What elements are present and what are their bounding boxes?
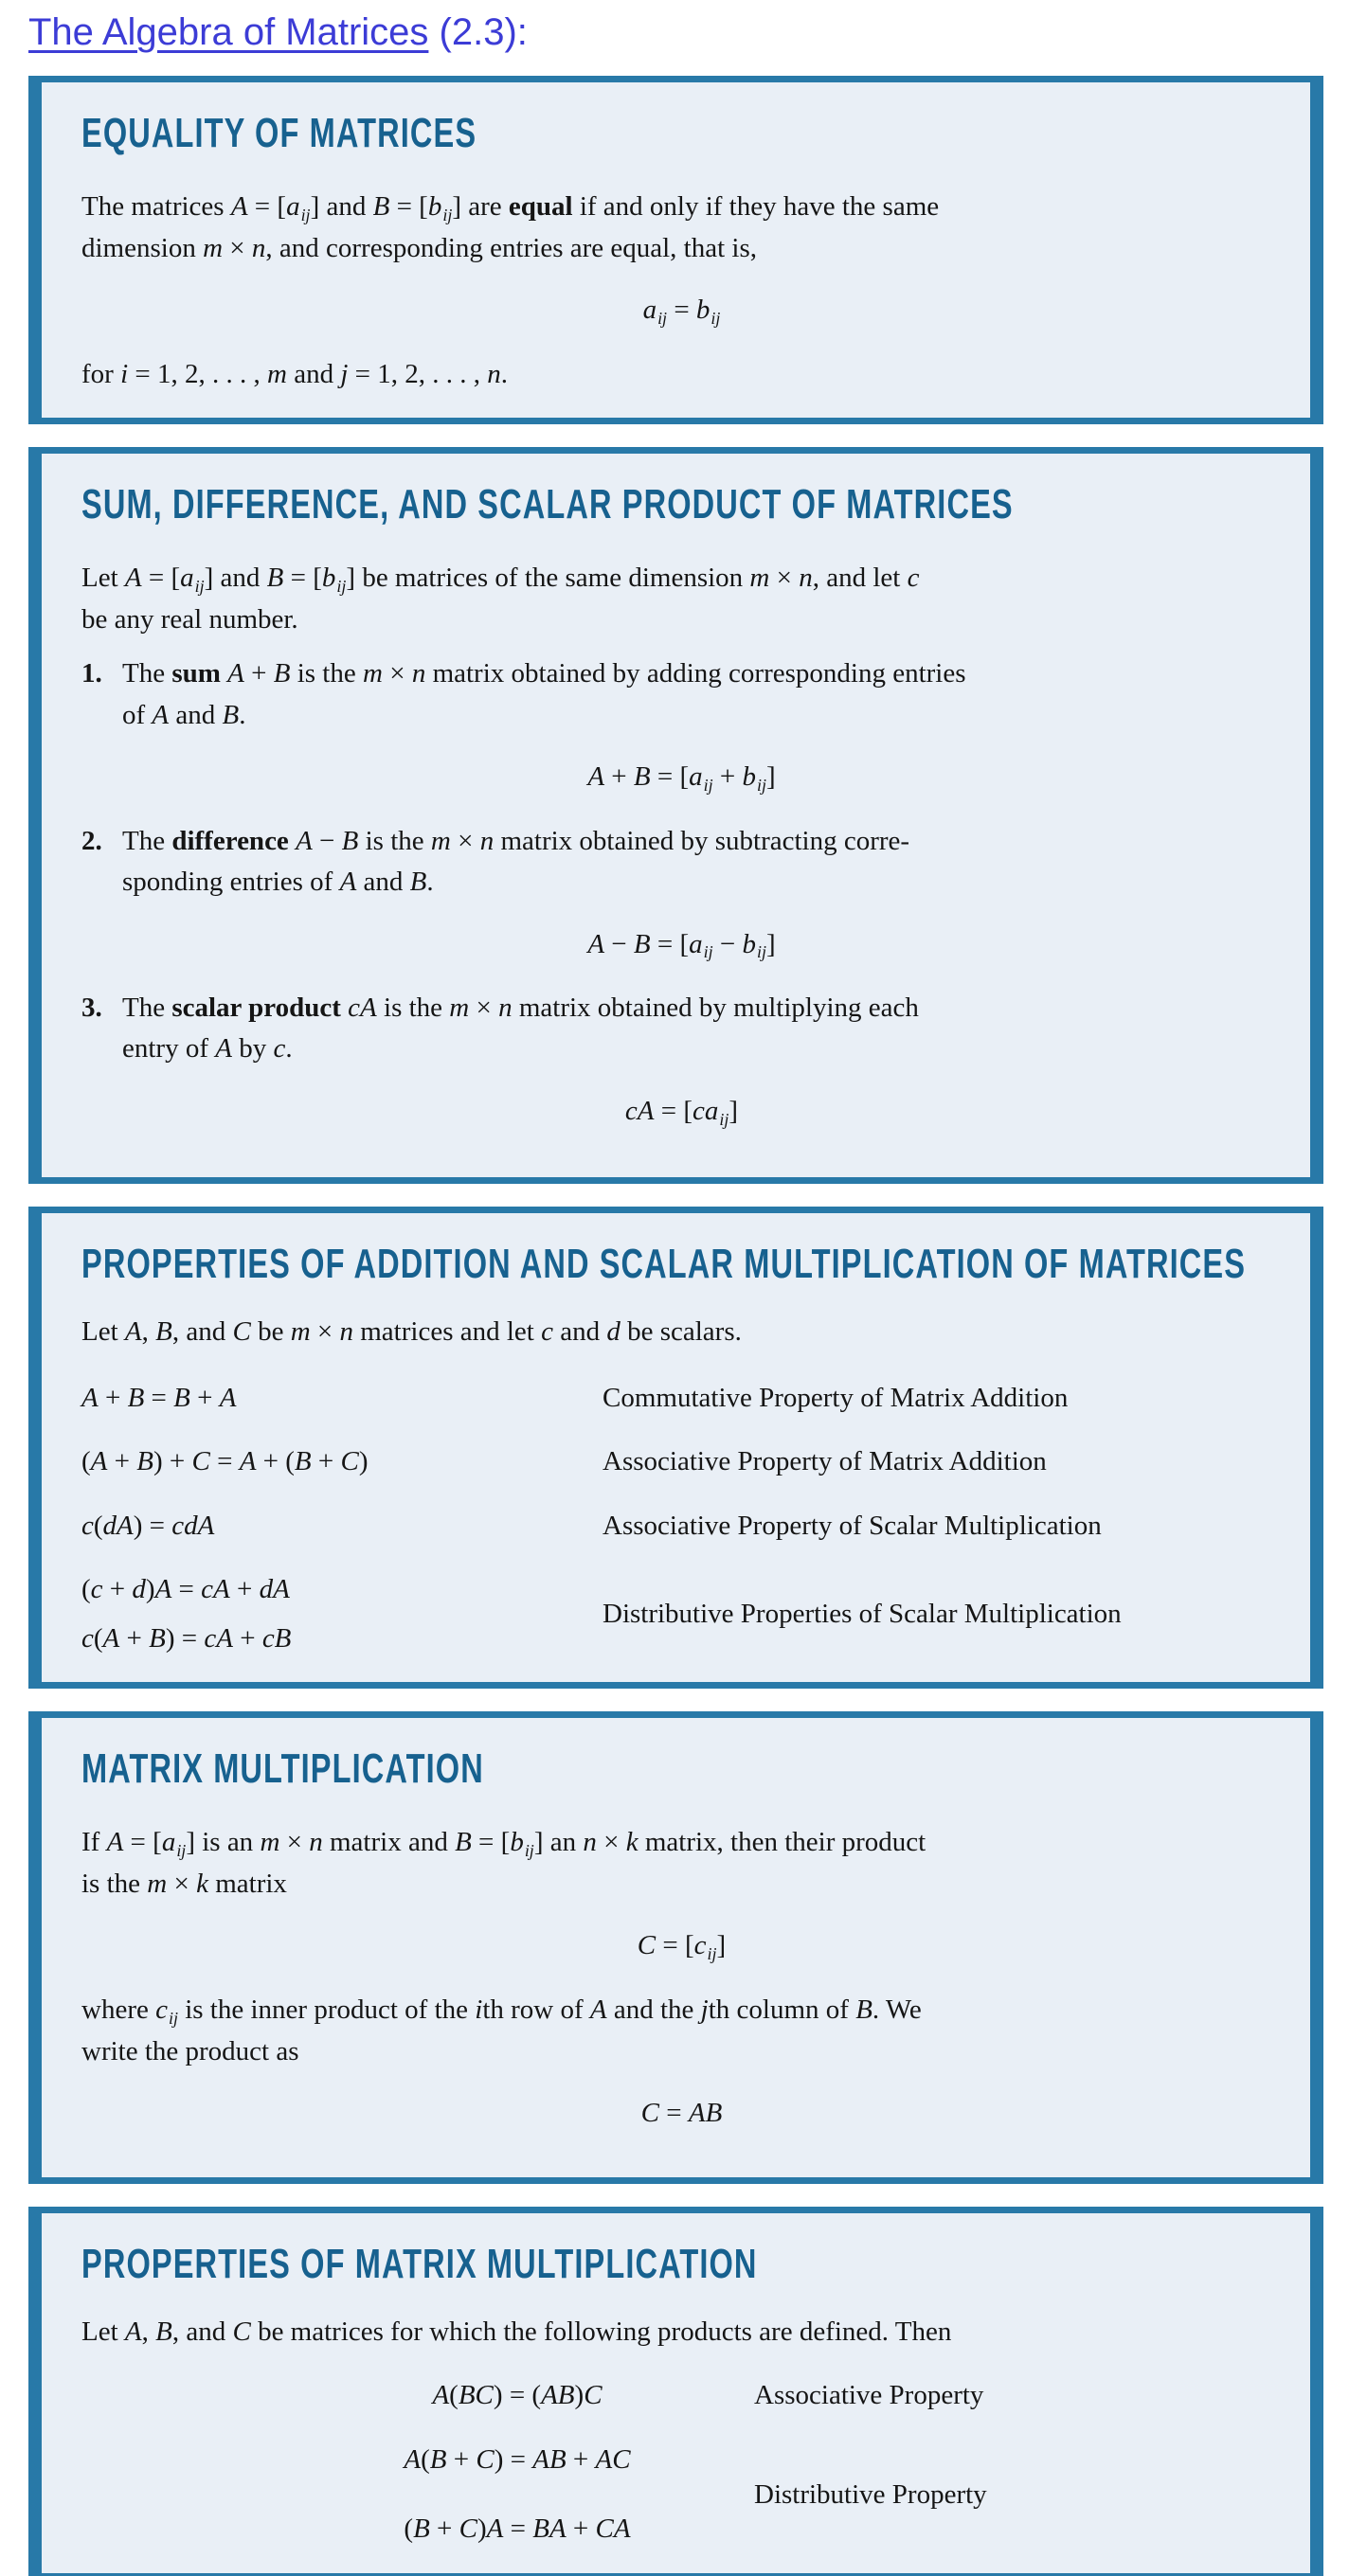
formula-c-equals-cij: C = [cij]	[637, 1930, 727, 1964]
property-row-distributive-multiplication	[81, 2440, 1282, 2550]
property-row-associative-addition	[81, 1441, 1282, 1483]
paragraph-index-ranges: for i = 1, 2, . . . , m and j = 1, 2, . . . , n.	[81, 358, 508, 389]
definition-box-properties-addition-scalar-multiplication	[28, 1207, 1323, 1689]
property-row-associative-multiplication	[81, 2375, 1282, 2417]
box-heading-matrix-multiplication	[81, 1745, 1282, 1793]
property-row-commutative-addition	[81, 1378, 1282, 1420]
property-description: Associative Property of Scalar Multiplication	[603, 1510, 1102, 1541]
box-heading-equality-of-matrices	[81, 110, 1282, 156]
list-item-text: The difference A − B is the m × n matrix obtained by subtracting corre- sponding entries of A and B.	[122, 825, 910, 898]
property-row-associative-scalar	[81, 1506, 1282, 1547]
box-heading-text: PROPERTIES OF MATRIX MULTIPLICATION	[81, 2240, 758, 2287]
box-heading-sum-difference-scalar-product	[81, 481, 1282, 528]
formula-matrix-sum: A + B = [aij + bij]	[587, 761, 776, 796]
box-heading-text: PROPERTIES OF ADDITION AND SCALAR MULTIPLICATION OF MATRICES	[81, 1241, 1247, 1288]
list-item-text: The sum A + B is the m × n matrix obtained by adding corresponding entries of A and B.	[122, 658, 966, 730]
property-equation: (A + B) + C = A + (B + C)	[81, 1446, 369, 1477]
definition-box-properties-matrix-multiplication	[28, 2207, 1323, 2576]
property-equation: A(BC) = (AB)C	[432, 2380, 603, 2411]
algebra-of-matrices-link[interactable]: The Algebra of Matrices	[28, 11, 429, 53]
property-row-distributive-scalar	[81, 1569, 1282, 1659]
property-equation	[81, 1569, 603, 1659]
paragraph-product-definition: If A = [aij] is an m × n matrix and B = [bij] an n × k matrix, then their product is the m × k matrix	[81, 1827, 926, 1899]
paragraph-let-abc-scalars: Let A, B, and C be m × n matrices and let c and d be scalars.	[81, 1316, 742, 1348]
paragraph-inner-product: where cij is the inner product of the ith row of A and the jth column of B. We write the product as	[81, 1994, 922, 2066]
equation-line: (B + C)A = BA + CA	[404, 2513, 631, 2545]
page-title-section-number: (2.3):	[428, 11, 528, 53]
equation-line: c(A + B) = cA + cB	[81, 1622, 292, 1654]
property-description: Associative Property	[754, 2380, 984, 2411]
list-item-number: 3.	[81, 992, 102, 1023]
formula-aij-equals-bij: aij = bij	[642, 295, 721, 328]
equation-line: (c + d)A = cA + dA	[81, 1574, 290, 1605]
list-item-number: 1.	[81, 658, 102, 689]
property-description: Associative Property of Matrix Addition	[603, 1446, 1047, 1477]
box-heading-text: EQUALITY OF MATRICES	[81, 110, 477, 156]
property-equation	[280, 2440, 754, 2550]
property-equation: A + B = B + A	[81, 1382, 237, 1413]
box-heading-properties-matrix-multiplication	[81, 2240, 1282, 2287]
definition-box-equality-of-matrices	[28, 76, 1323, 424]
list-item-number: 2.	[81, 825, 102, 856]
paragraph-let-matrices: Let A = [aij] and B = [bij] be matrices of the same dimension m × n, and let c be any real number.	[81, 563, 920, 635]
formula-c-equals-ab: C = AB	[640, 2098, 723, 2129]
property-description: Distributive Property	[754, 2478, 987, 2510]
definition-box-sum-difference-scalar-product	[28, 447, 1323, 1184]
paragraph-equality-definition: The matrices A = [aij] and B = [bij] are equal if and only if they have the same dimension m × n, and corresponding entries are equal, that is,	[81, 191, 940, 263]
box-heading-text: MATRIX MULTIPLICATION	[81, 1745, 484, 1793]
equation-line: A(B + C) = AB + AC	[404, 2443, 631, 2475]
list-item-sum	[81, 653, 1282, 736]
formula-scalar-product: cA = [caij]	[624, 1095, 739, 1129]
paragraph-products-defined: Let A, B, and C be matrices for which the following products are defined. Then	[81, 2316, 952, 2347]
definition-box-matrix-multiplication	[28, 1711, 1323, 2184]
list-item-text: The scalar product cA is the m × n matrix obtained by multiplying each entry of A by c.	[122, 992, 919, 1064]
page-title	[0, 0, 1349, 55]
box-heading-text: SUM, DIFFERENCE, AND SCALAR PRODUCT OF MATRICES	[81, 481, 1014, 528]
property-description: Commutative Property of Matrix Addition	[603, 1382, 1069, 1413]
property-equation: c(dA) = cdA	[81, 1510, 215, 1541]
property-description: Distributive Properties of Scalar Multiplication	[603, 1599, 1122, 1629]
list-item-scalar-product	[81, 988, 1282, 1070]
box-heading-properties-addition-scalar	[81, 1241, 1282, 1288]
formula-matrix-difference: A − B = [aij − bij]	[587, 928, 776, 962]
list-item-difference	[81, 821, 1282, 903]
